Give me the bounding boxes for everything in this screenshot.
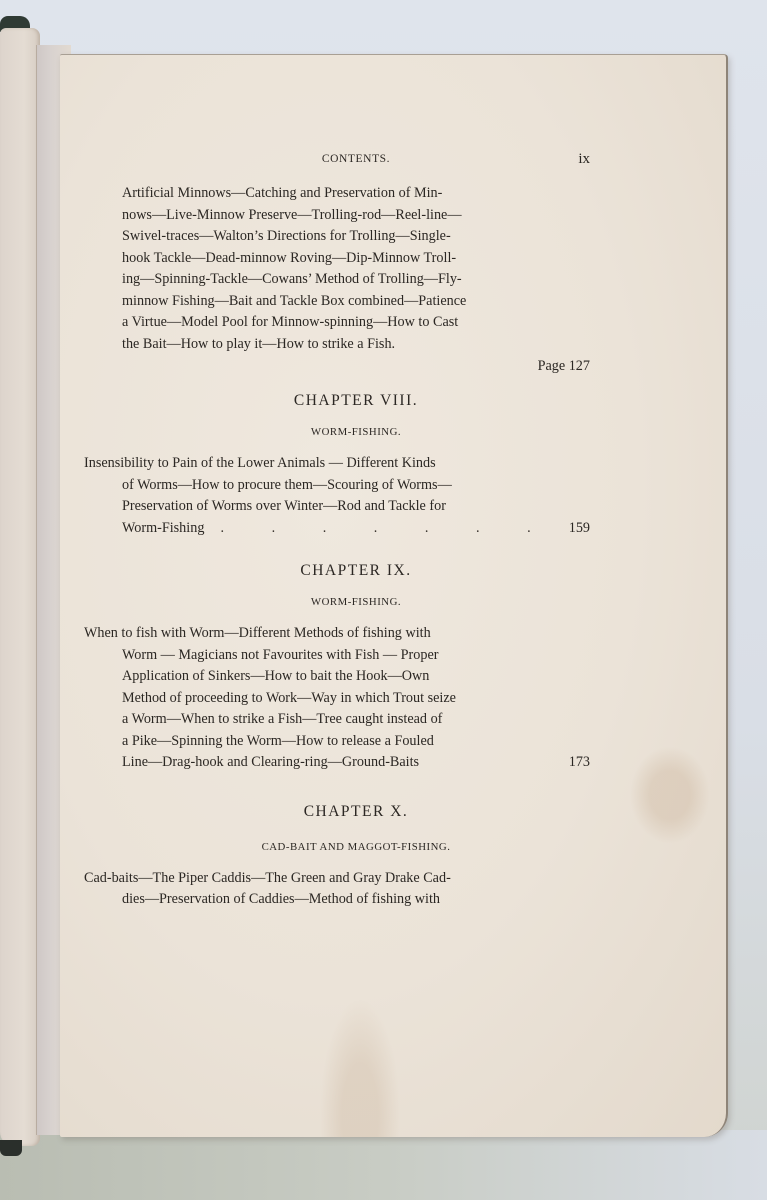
chapter-heading: CHAPTER X. [303, 802, 409, 820]
entry-line: a Pike—Spinning the Worm—How to release a Fouled [122, 732, 434, 749]
page-number: 173 [568, 754, 590, 770]
book-spine-flap [0, 28, 40, 1146]
dot-leader: . . . . . . . [220, 519, 553, 536]
chapter-heading: CHAPTER IX. [300, 562, 412, 579]
chapter-subtitle: WORM-FISHING. [310, 596, 402, 608]
entry-line: dies—Preservation of Caddies—Method of fishing with [122, 891, 440, 907]
entry-line: Cad-baits—The Piper Caddis—The Green and Gray Drake Cad- [84, 869, 451, 886]
entry-line: hook Tackle—Dead-minnow Roving—Dip-Minnow Troll- [122, 249, 457, 266]
entry-line: nows—Live-Minnow Preserve—Trolling-rod—Reel-line— [122, 206, 462, 223]
chapter-heading: CHAPTER VIII. [293, 392, 419, 409]
entry-line: When to fish with Worm—Different Methods of fishing with [84, 625, 431, 641]
book-page [60, 54, 728, 1137]
entry-text: Line—Drag-hook and Clearing-ring—Ground-Baits [122, 754, 420, 770]
page-number: 159 [568, 519, 590, 536]
entry-line: Worm — Magicians not Favourites with Fish — Proper [122, 646, 439, 663]
page-reference: Page 127 [537, 358, 590, 374]
chapter-section [84, 802, 590, 911]
entry-line: the Bait—How to play it—How to strike a Fish. [122, 335, 396, 352]
entry-line: Preservation of Worms over Winter—Rod and Tackle for [122, 498, 446, 514]
page-number: ix [578, 151, 590, 167]
contents-text-block [84, 151, 590, 911]
entry-line: of Worms—How to procure them—Scouring of Worms— [122, 476, 452, 493]
entry-line: Insensibility to Pain of the Lower Animals — Different Kinds [84, 455, 436, 471]
entry-text: Worm-Fishing [122, 519, 205, 536]
entry-line: Application of Sinkers—How to bait the Hook—Own [122, 668, 430, 684]
chapter-section [84, 391, 590, 539]
running-head [122, 153, 590, 175]
entry-line: Swivel-traces—Walton’s Directions for Trolling—Single- [122, 228, 451, 244]
book-cover-bottom [0, 1140, 22, 1156]
entry-line: ing—Spinning-Tackle—Cowans’ Method of Trolling—Fly- [122, 271, 462, 287]
entry-line: Artificial Minnows—Catching and Preservation of Min- [122, 185, 443, 201]
running-title: CONTENTS. [321, 153, 391, 165]
table-surface [0, 1130, 767, 1200]
entry-line: Method of proceeding to Work—Way in which Trout seize [122, 689, 456, 706]
entry-last-line [84, 518, 590, 540]
continued-entry [122, 183, 590, 377]
entry-last-line [84, 752, 590, 774]
entry-line: a Virtue—Model Pool for Minnow-spinning—How to Cast [122, 314, 459, 330]
chapter-section [84, 561, 590, 774]
chapter-subtitle: WORM-FISHING. [310, 426, 402, 438]
entry-line: a Worm—When to strike a Fish—Tree caught instead of [122, 711, 443, 727]
chapter-subtitle: CAD-BAIT AND MAGGOT-FISHING. [261, 840, 451, 853]
entry-line: minnow Fishing—Bait and Tackle Box combined—Patience [122, 292, 467, 309]
